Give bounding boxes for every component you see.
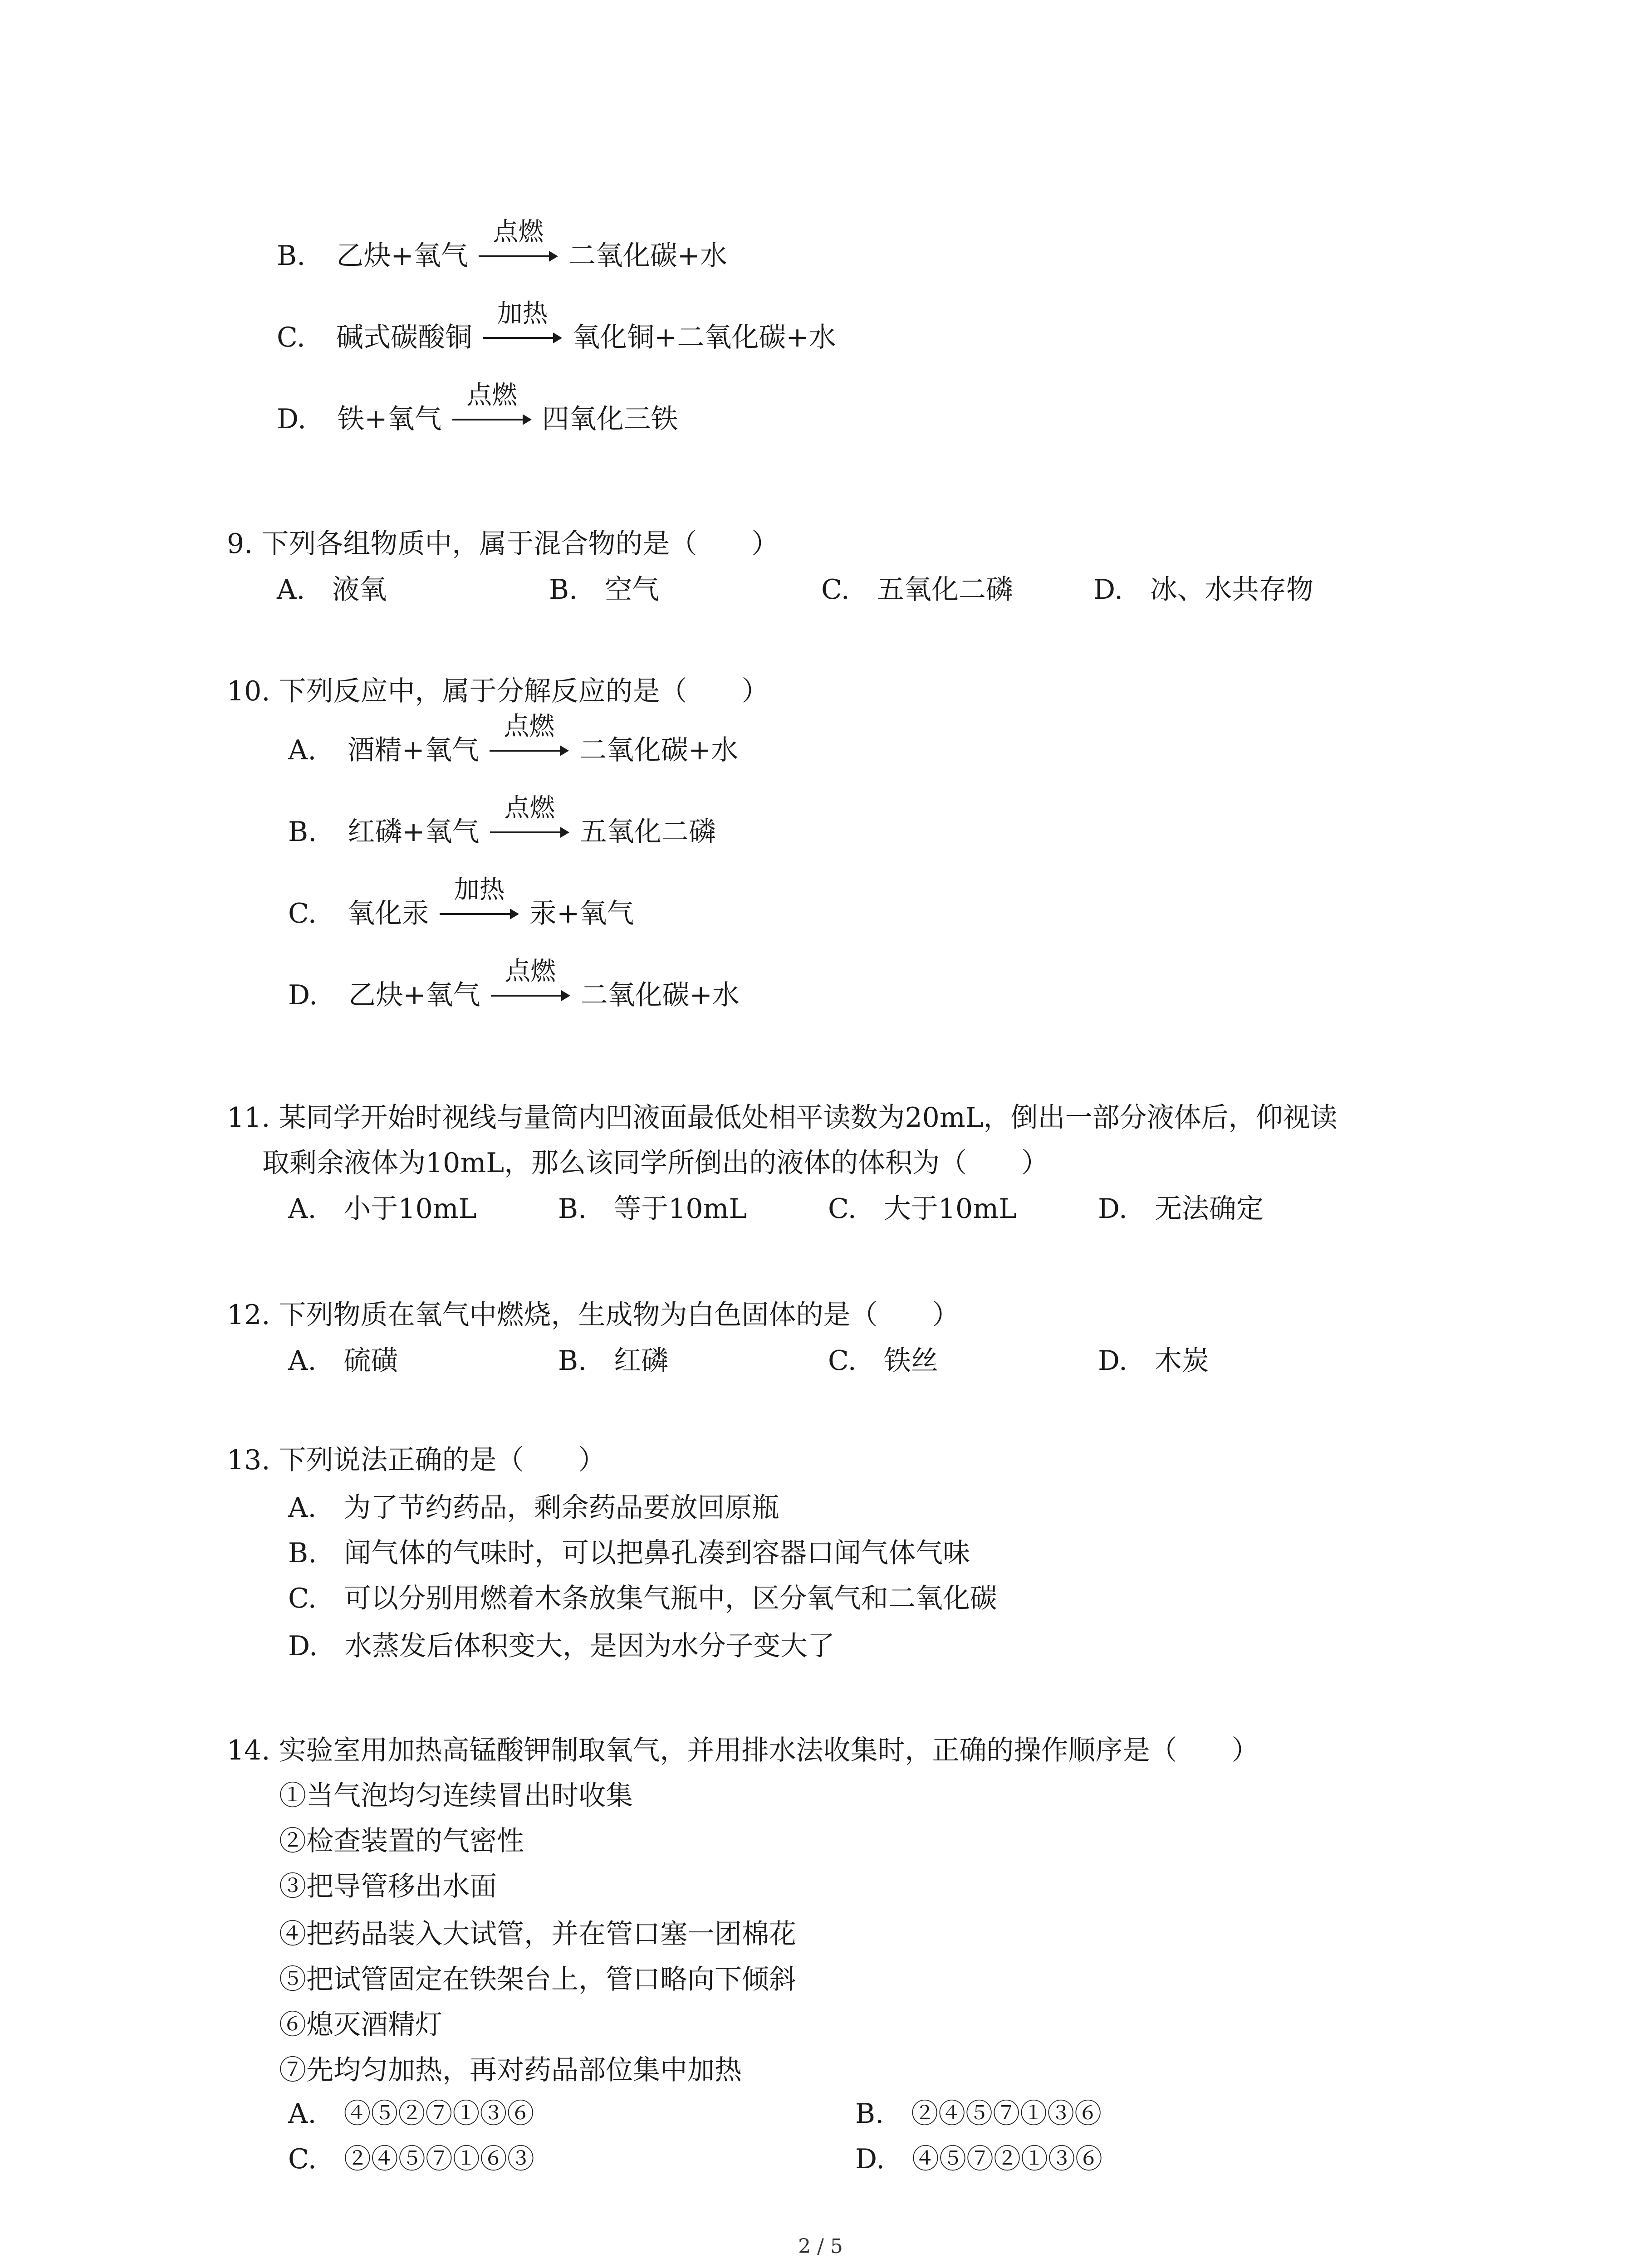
reaction-arrow: 点燃 xyxy=(479,238,558,274)
q14-step: ①当气泡均匀连续冒出时收集 xyxy=(279,1780,633,1812)
q14-option-d: D. ④⑤⑦②①③⑥ xyxy=(855,2143,1103,2175)
q13-option-a: A. 为了节约药品，剩余药品要放回原瓶 xyxy=(288,1492,779,1524)
q11-options xyxy=(288,1191,1468,1227)
q10-option-b: B. 红磷+氧气 点燃 五氧化二磷 xyxy=(288,812,716,848)
q12-option-a: A. 硫磺 xyxy=(288,1345,398,1377)
q14-step: ④把药品装入大试管，并在管口塞一团棉花 xyxy=(279,1918,796,1950)
page-number: 2 / 5 xyxy=(798,2235,843,2258)
q12-option-d: D. 木炭 xyxy=(1098,1345,1210,1377)
q13-option-c: C. 可以分别用燃着木条放集气瓶中，区分氧气和二氧化碳 xyxy=(288,1583,997,1615)
q12-stem: 12. 下列物质在氧气中燃烧，生成物为白色固体的是（ ） xyxy=(227,1299,960,1331)
reaction-arrow: 加热 xyxy=(483,319,562,356)
q12-options xyxy=(288,1343,1468,1379)
q14-step: ⑤把试管固定在铁架台上，管口略向下倾斜 xyxy=(279,1964,796,1996)
q14-step: ③把导管移出水面 xyxy=(279,1871,497,1903)
q14-options-row2 xyxy=(288,2141,1468,2177)
q11-stem-line2: 取剩余液体为10mL，那么该同学所倒出的液体的体积为（ ） xyxy=(262,1147,1049,1179)
q14-options-row1 xyxy=(288,2096,1468,2132)
reaction-arrow: 点燃 xyxy=(491,977,570,1013)
q9-options xyxy=(277,572,1456,608)
q8-option-c: C. 碱式碳酸铜 加热 氧化铜+二氧化碳+水 xyxy=(277,318,836,354)
q11-option-c: C. 大于10mL xyxy=(828,1193,1017,1225)
q9-stem: 9. 下列各组物质中，属于混合物的是（ ） xyxy=(227,528,779,560)
q10-option-c: C. 氧化汞 加热 汞+氧气 xyxy=(288,894,634,930)
q8-option-b: B. 乙炔+氧气 点燃 二氧化碳+水 xyxy=(277,236,727,272)
reaction-arrow: 点燃 xyxy=(490,732,569,768)
q8-option-d: D. 铁+氧气 点燃 四氧化三铁 xyxy=(277,399,678,435)
q12-option-b: B. 红磷 xyxy=(558,1345,669,1377)
q9-option-a: A. 液氧 xyxy=(277,574,387,606)
q12-option-c: C. 铁丝 xyxy=(828,1345,938,1377)
q10-option-d: D. 乙炔+氧气 点燃 二氧化碳+水 xyxy=(288,975,740,1012)
q14-option-a: A. ④⑤②⑦①③⑥ xyxy=(288,2098,534,2130)
q13-option-b: B. 闻气体的气味时，可以把鼻孔凑到容器口闻气体气味 xyxy=(288,1537,970,1569)
q11-option-d: D. 无法确定 xyxy=(1098,1193,1264,1225)
q14-step: ⑥熄灭酒精灯 xyxy=(279,2009,442,2041)
q10-option-a: A. 酒精+氧气 点燃 二氧化碳+水 xyxy=(288,730,738,767)
q9-option-c: C. 五氧化二磷 xyxy=(821,574,1013,606)
q14-stem: 14. 实验室用加热高锰酸钾制取氧气，并用排水法收集时，正确的操作顺序是（ ） xyxy=(227,1735,1259,1767)
reaction-arrow: 点燃 xyxy=(490,814,569,850)
q9-option-d: D. 冰、水共存物 xyxy=(1093,574,1314,606)
reaction-arrow: 点燃 xyxy=(452,401,532,437)
q14-step: ⑦先均匀加热，再对药品部位集中加热 xyxy=(279,2054,742,2087)
q13-stem: 13. 下列说法正确的是（ ） xyxy=(227,1444,606,1476)
q9-option-b: B. 空气 xyxy=(549,574,660,606)
q14-option-c: C. ②④⑤⑦①⑥③ xyxy=(288,2143,534,2175)
q10-stem: 10. 下列反应中，属于分解反应的是（ ） xyxy=(227,675,769,708)
q11-stem-line1: 11. 某同学开始时视线与量筒内凹液面最低处相平读数为20mL，倒出一部分液体后，仰视读 xyxy=(227,1102,1337,1134)
q14-option-b: B. ②④⑤⑦①③⑥ xyxy=(855,2098,1102,2130)
reaction-arrow: 加热 xyxy=(440,895,519,932)
q14-step: ②检查装置的气密性 xyxy=(279,1825,524,1857)
q11-option-b: B. 等于10mL xyxy=(558,1193,747,1225)
q11-option-a: A. 小于10mL xyxy=(288,1193,477,1225)
q13-option-d: D. 水蒸发后体积变大，是因为水分子变大了 xyxy=(288,1630,835,1662)
